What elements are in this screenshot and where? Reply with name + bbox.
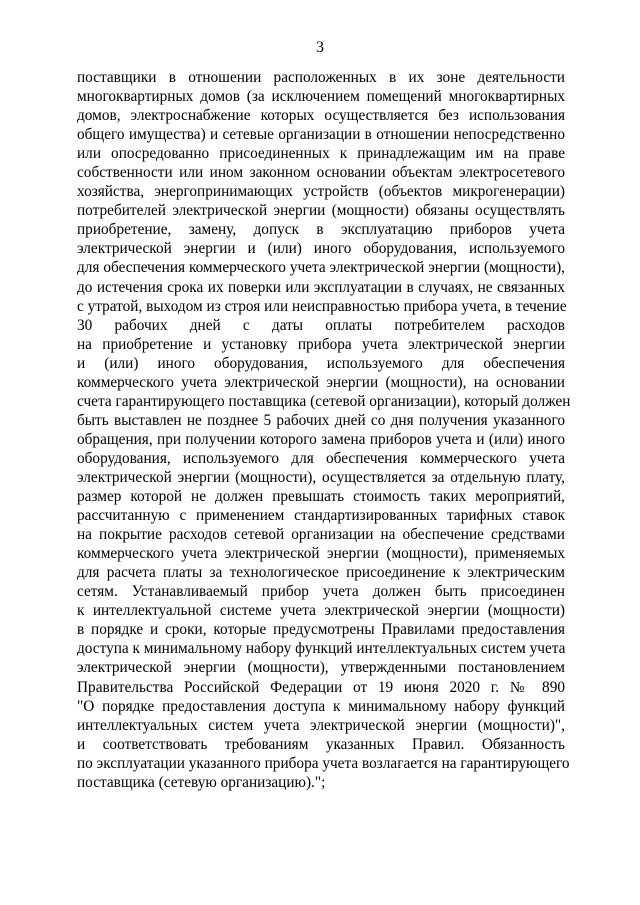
- text-line: потребителей электрической энергии (мощности) обязаны осуществлять: [77, 202, 565, 220]
- text-line: 30 рабочих дней с даты оплаты потребителем расходов: [77, 316, 565, 334]
- document-body: [77, 68, 571, 792]
- text-line: "О порядке предоставления доступа к минимальному набору функций: [77, 697, 565, 715]
- text-line: многоквартирных домов (за исключением помещений многоквартирных: [77, 88, 565, 106]
- text-line: приобретение, замену, допуск в эксплуатацию приборов учета: [77, 221, 565, 239]
- text-line: на покрытие расходов сетевой организации на обеспечение средствами: [77, 526, 565, 544]
- text-line: электрической энергии (мощности), осуществляется за отдельную плату,: [77, 468, 565, 486]
- text-line: и (или) иного оборудования, используемого для обеспечения: [77, 354, 565, 372]
- text-line: поставщики в отношении расположенных в их зоне деятельности: [77, 69, 565, 86]
- page-number: 3: [316, 39, 324, 56]
- text-line: к интеллектуальной системе учета электрической энергии (мощности): [77, 602, 565, 620]
- text-line: Правительства Российской Федерации от 19 июня 2020 г. № 890: [77, 678, 565, 696]
- text-line: на приобретение и установку прибора учета электрической энергии: [77, 335, 565, 353]
- text-line: до истечения срока их поверки или эксплуатации в случаях, не связанных: [77, 278, 565, 296]
- text-line: собственности или ином законном основании объектам электросетевого: [77, 164, 565, 182]
- text-line: электрической энергии (мощности), утвержденными постановлением: [77, 659, 565, 677]
- text-line: интеллектуальных систем учета электрической энергии (мощности)",: [77, 716, 565, 734]
- text-line: общего имущества) и сетевые организации в отношении непосредственно: [77, 126, 565, 144]
- text-line: для обеспечения коммерческого учета электрической энергии (мощности),: [77, 259, 565, 277]
- text-line: обращения, при получении которого замена приборов учета и (или) иного: [77, 430, 565, 448]
- text-line: поставщика (сетевую организацию).";: [77, 773, 326, 791]
- text-line: размер которой не должен превышать стоимость таких мероприятий,: [77, 488, 565, 506]
- text-line: коммерческого учета электрической энергии (мощности), применяемых: [77, 545, 565, 563]
- text-line: быть выставлен не позднее 5 рабочих дней со дня получения указанного: [77, 411, 565, 429]
- text-line: с утратой, выходом из строя или неисправностью прибора учета, в течение: [77, 297, 567, 315]
- text-line: домов, электроснабжение которых осуществляется без использования: [77, 107, 565, 125]
- text-line: для расчета платы за технологическое присоединение к электрическим: [77, 564, 565, 582]
- text-line: хозяйства, энергопринимающих устройств (объектов микрогенерации): [77, 183, 565, 201]
- text-line: или опосредованно присоединенных к принадлежащим им на праве: [77, 145, 565, 163]
- text-line: коммерческого учета электрической энергии (мощности), на основании: [77, 373, 565, 391]
- text-line: и соответствовать требованиям указанных Правил. Обязанность: [77, 735, 565, 753]
- text-line: по эксплуатации указанного прибора учета возлагается на гарантирующего: [77, 754, 570, 772]
- text-line: в порядке и сроки, которые предусмотрены Правилами предоставления: [77, 621, 565, 639]
- text-line: рассчитанную с применением стандартизированных тарифных ставок: [77, 507, 565, 525]
- text-line: оборудования, используемого для обеспечения коммерческого учета: [77, 449, 565, 467]
- text-line: сетям. Устанавливаемый прибор учета должен быть присоединен: [77, 583, 565, 601]
- text-line: доступа к минимальному набору функций интеллектуальных систем учета: [77, 640, 566, 658]
- text-line: счета гарантирующего поставщика (сетевой организации), который должен: [77, 392, 571, 410]
- text-line: электрической энергии и (или) иного оборудования, используемого: [77, 240, 565, 258]
